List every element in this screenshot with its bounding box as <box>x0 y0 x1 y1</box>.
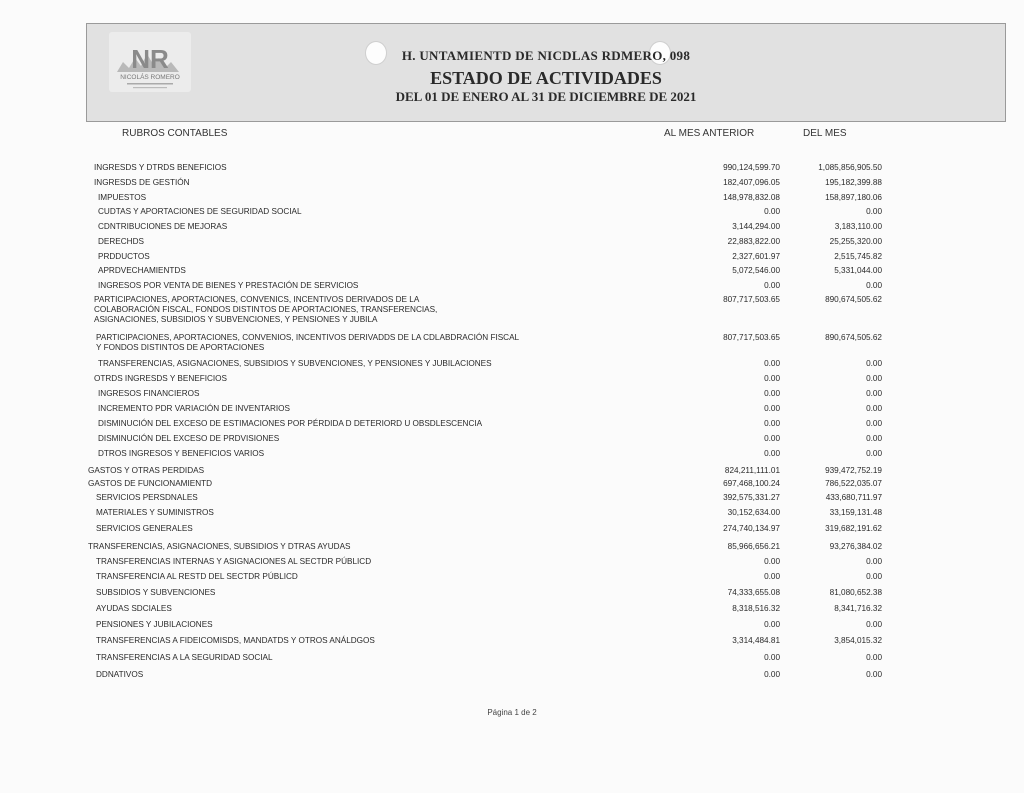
table-row <box>0 557 1024 570</box>
table-row <box>0 389 1024 402</box>
row-label: DTROS INGRESOS Y BENEFICIOS VARIOS <box>98 449 265 458</box>
row-current-value: 158,897,180.06 <box>825 193 882 202</box>
row-previous-value: 148,978,832.08 <box>723 193 780 202</box>
row-previous-value: 85,966,656.21 <box>727 542 780 551</box>
row-previous-value: 0.00 <box>764 620 780 629</box>
row-label: PARTICIPACIONES, APORTACIONES, CONVENICS, INCENTIVOS DERIVADOS DE LA COLABORACIÓN FISCAL, FONDOS DISTINTOS DE APORTACIONES, TRANSFERENCIAS, ASIGNACIONES, SUBSIDIOS Y SUBVENCIONES, Y PENSIONES Y JUBILA <box>94 295 438 324</box>
table-row <box>0 653 1024 666</box>
row-previous-value: 30,152,634.00 <box>727 508 780 517</box>
row-previous-value: 0.00 <box>764 449 780 458</box>
table-row <box>0 670 1024 683</box>
row-previous-value: 0.00 <box>764 557 780 566</box>
row-label: TRANSFERENCIAS A LA SEGURIDAD SOCIAL <box>96 653 273 662</box>
row-previous-value: 0.00 <box>764 434 780 443</box>
row-label: CUDTAS Y APORTACIONES DE SEGURIDAD SOCIAL <box>98 207 302 216</box>
row-label: INGRESDS Y DTRDS BENEFICIOS <box>94 163 227 172</box>
row-previous-value: 697,468,100.24 <box>723 479 780 488</box>
table-row <box>0 636 1024 649</box>
table-row <box>0 333 1024 359</box>
row-label: TRANSFERENCIAS INTERNAS Y ASIGNACIONES AL SECTDR PÚBLICD <box>96 557 372 566</box>
row-current-value: 939,472,752.19 <box>825 466 882 475</box>
table-row <box>0 178 1024 191</box>
table-row <box>0 588 1024 601</box>
row-label: SERVICIOS PERSDNALES <box>96 493 198 502</box>
row-previous-value: 0.00 <box>764 207 780 216</box>
row-label: DERECHDS <box>98 237 144 246</box>
row-previous-value: 0.00 <box>764 653 780 662</box>
row-current-value: 0.00 <box>866 557 882 566</box>
table-row <box>0 493 1024 506</box>
table-row <box>0 620 1024 633</box>
row-current-value: 0.00 <box>866 449 882 458</box>
row-label: INGRESOS POR VENTA DE BIENES Y PRESTACIÓN DE SERVICIOS <box>98 281 359 290</box>
row-previous-value: 0.00 <box>764 572 780 581</box>
organization-name: H. UNTAMIENTD DE NICDLAS RDMERO, 098 <box>401 48 691 63</box>
row-label: SUBSIDIOS Y SUBVENCIONES <box>96 588 216 597</box>
logo-subtext: NICOLÁS ROMERO <box>120 74 180 81</box>
row-current-value: 890,674,505.62 <box>825 333 882 342</box>
table-row <box>0 374 1024 387</box>
row-current-value: 33,159,131.48 <box>829 508 882 517</box>
row-current-value: 3,183,110.00 <box>834 222 882 231</box>
row-current-value: 93,276,384.02 <box>829 542 882 551</box>
table-row <box>0 359 1024 372</box>
row-current-value: 0.00 <box>866 670 882 679</box>
table-row <box>0 466 1024 479</box>
row-previous-value: 0.00 <box>764 389 780 398</box>
column-header-label: RUBROS CONTABLES <box>122 128 228 139</box>
row-previous-value: 824,211,111.01 <box>724 466 780 475</box>
row-current-value: 5,331,044.00 <box>834 266 882 275</box>
table-row <box>0 237 1024 250</box>
row-label: TRANSFERENCIAS, ASIGNACIONES, SUBSIDIOS Y SUBVENCIONES, Y PENSIONES Y JUBILACIONES <box>98 359 492 368</box>
row-label: SERVICIOS GENERALES <box>96 524 193 533</box>
row-previous-value: 0.00 <box>764 359 780 368</box>
row-current-value: 0.00 <box>866 434 882 443</box>
row-current-value: 8,341,716.32 <box>834 604 882 613</box>
row-label: PARTICIPACIONES, APORTACIONES, CONVENIOS, INCENTIVOS DERIVADDS DE LA CDLABDRACIÓN FISCAL Y FONDOS DISTINTOS DE APORTACIONES <box>96 333 519 352</box>
table-row <box>0 542 1024 555</box>
row-previous-value: 2,327,601.97 <box>732 252 780 261</box>
row-current-value: 0.00 <box>866 572 882 581</box>
report-header <box>86 23 1006 122</box>
row-previous-value: 3,144,294.00 <box>732 222 780 231</box>
row-label: DISMINUCIÓN DEL EXCESO DE PRDVISIONES <box>98 434 280 443</box>
row-label: APRDVECHAMIENTDS <box>98 266 186 275</box>
row-previous-value: 807,717,503.65 <box>723 333 780 342</box>
table-row <box>0 449 1024 462</box>
row-current-value: 0.00 <box>866 374 882 383</box>
row-previous-value: 0.00 <box>764 281 780 290</box>
row-previous-value: 0.00 <box>764 670 780 679</box>
row-current-value: 0.00 <box>866 281 882 290</box>
table-row <box>0 419 1024 432</box>
table-row <box>0 604 1024 617</box>
row-previous-value: 0.00 <box>764 374 780 383</box>
table-row <box>0 266 1024 279</box>
row-current-value: 786,522,035.07 <box>825 479 882 488</box>
row-label: DDNATIVOS <box>96 670 144 679</box>
table-row <box>0 572 1024 585</box>
table-row <box>0 524 1024 537</box>
row-current-value: 0.00 <box>866 359 882 368</box>
row-current-value: 81,080,652.38 <box>829 588 882 597</box>
table-row <box>0 222 1024 235</box>
row-current-value: 195,182,399.88 <box>825 178 882 187</box>
row-previous-value: 990,124,599.70 <box>723 163 780 172</box>
row-current-value: 2,515,745.82 <box>834 252 882 261</box>
report-period: DEL 01 DE ENERO AL 31 DE DICIEMBRE DE 2021 <box>395 89 697 104</box>
row-label: GASTOS Y OTRAS PERDIDAS <box>88 466 205 475</box>
table-row <box>0 163 1024 176</box>
table-row <box>0 281 1024 294</box>
row-current-value: 0.00 <box>866 419 882 428</box>
page-number: Página 1 de 2 <box>487 708 537 717</box>
report-title: ESTADO DE ACTIVIDADES <box>430 68 662 88</box>
row-previous-value: 274,740,134.97 <box>723 524 780 533</box>
table-row <box>0 508 1024 521</box>
row-previous-value: 0.00 <box>764 419 780 428</box>
table-row <box>0 479 1024 492</box>
row-current-value: 0.00 <box>866 404 882 413</box>
row-label: PENSIONES Y JUBILACIONES <box>96 620 213 629</box>
logo-lettering: NR <box>131 44 169 74</box>
row-label: INGRESDS DE GESTIÓN <box>94 178 190 187</box>
row-label: OTRDS INGRESDS Y BENEFICIOS <box>94 374 227 383</box>
row-label: IMPUESTOS <box>98 193 147 202</box>
row-label: CDNTRIBUCIONES DE MEJORAS <box>98 222 228 231</box>
row-label: TRANSFERENCIAS A FIDEICOMISDS, MANDATDS Y OTROS ANÁLDGOS <box>96 636 375 645</box>
row-previous-value: 3,314,484.81 <box>732 636 780 645</box>
row-current-value: 25,255,320.00 <box>829 237 882 246</box>
row-label: GASTOS DE FUNCIONAMIENTD <box>88 479 213 488</box>
row-label: TRANSFERENCIA AL RESTD DEL SECTDR PÚBLICD <box>96 572 298 581</box>
row-label: PRDDUCTOS <box>98 252 150 261</box>
row-current-value: 0.00 <box>866 653 882 662</box>
row-current-value: 0.00 <box>866 620 882 629</box>
row-current-value: 1,085,856,905.50 <box>818 163 882 172</box>
table-row <box>0 252 1024 265</box>
row-label: INGRESOS FINANCIEROS <box>98 389 200 398</box>
row-current-value: 0.00 <box>866 389 882 398</box>
table-row <box>0 295 1024 333</box>
table-row <box>0 404 1024 417</box>
row-previous-value: 392,575,331.27 <box>723 493 780 502</box>
row-previous-value: 182,407,096.05 <box>723 178 780 187</box>
row-previous-value: 8,318,516.32 <box>732 604 780 613</box>
row-previous-value: 74,333,655.08 <box>727 588 780 597</box>
table-row <box>0 434 1024 447</box>
column-header-current: DEL MES <box>803 128 847 139</box>
column-header-previous: AL MES ANTERIOR <box>664 128 755 139</box>
row-label: INCREMENTO PDR VARIACIÓN DE INVENTARIOS <box>98 404 290 413</box>
table-row <box>0 207 1024 220</box>
row-current-value: 319,682,191.62 <box>825 524 882 533</box>
row-current-value: 433,680,711.97 <box>825 493 882 502</box>
table-row <box>0 193 1024 206</box>
row-previous-value: 807,717,503.65 <box>723 295 780 304</box>
row-previous-value: 5,072,546.00 <box>732 266 780 275</box>
row-previous-value: 0.00 <box>764 404 780 413</box>
row-label: TRANSFERENCIAS, ASIGNACIONES, SUBSIDIOS Y DTRAS AYUDAS <box>88 542 351 551</box>
row-label: AYUDAS SDCIALES <box>96 604 172 613</box>
row-previous-value: 22,883,822.00 <box>727 237 780 246</box>
row-label: DISMINUCIÓN DEL EXCESO DE ESTIMACIONES POR PÉRDIDA D DETERIORD U OBSDLESCENCIA <box>98 419 483 428</box>
row-current-value: 3,854,015.32 <box>834 636 882 645</box>
row-label: MATERIALES Y SUMINISTROS <box>96 508 214 517</box>
row-current-value: 0.00 <box>866 207 882 216</box>
row-current-value: 890,674,505.62 <box>825 295 882 304</box>
